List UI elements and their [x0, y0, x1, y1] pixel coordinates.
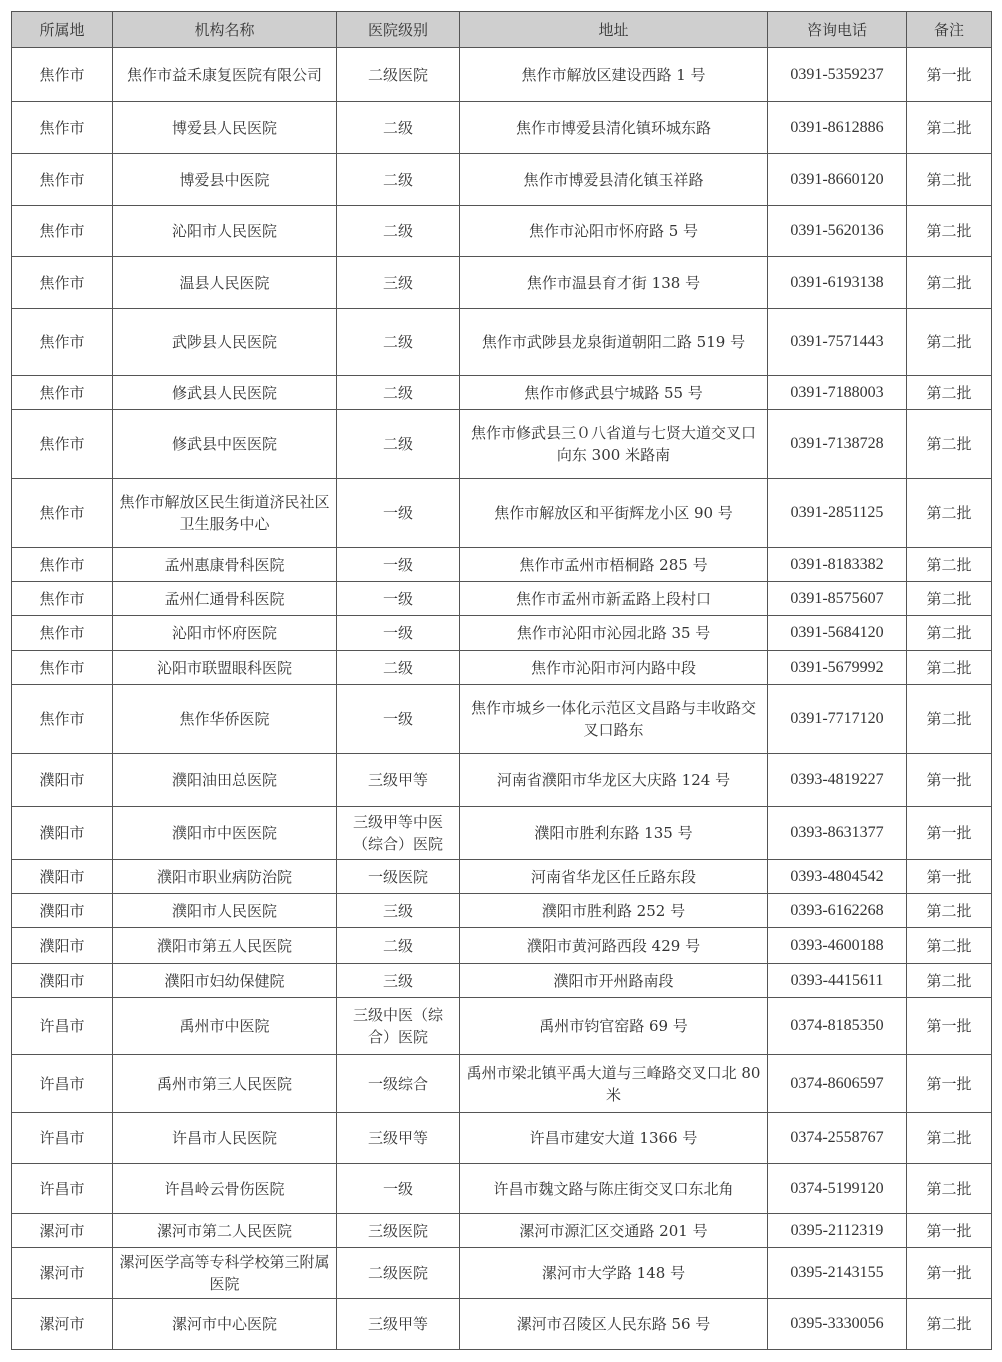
address-cell: 焦作市解放区和平街辉龙小区 90 号	[460, 479, 768, 548]
table-row	[12, 964, 992, 998]
phone-cell: 0391-5359237	[768, 48, 907, 102]
address-cell: 焦作市城乡一体化示范区文昌路与丰收路交叉口路东	[460, 685, 768, 754]
phone-cell: 0393-4415611	[768, 964, 907, 998]
phone-cell: 0391-5679992	[768, 651, 907, 685]
level-cell: 二级	[337, 410, 460, 479]
address-cell: 河南省濮阳市华龙区大庆路 124 号	[460, 754, 768, 807]
region-cell: 濮阳市	[12, 894, 113, 928]
header-note: 备注	[907, 12, 992, 48]
institution-cell: 沁阳市怀府医院	[113, 616, 337, 651]
phone-cell: 0393-4600188	[768, 928, 907, 964]
note-cell: 第二批	[907, 376, 992, 410]
level-cell: 三级甲等	[337, 754, 460, 807]
address-cell: 焦作市博爱县清化镇环城东路	[460, 102, 768, 154]
phone-cell: 0393-6162268	[768, 894, 907, 928]
level-cell: 二级	[337, 928, 460, 964]
note-cell: 第一批	[907, 860, 992, 894]
institution-cell: 温县人民医院	[113, 257, 337, 309]
note-cell: 第一批	[907, 48, 992, 102]
note-cell: 第二批	[907, 479, 992, 548]
region-cell: 焦作市	[12, 102, 113, 154]
address-cell: 焦作市武陟县龙泉街道朝阳二路 519 号	[460, 309, 768, 376]
institution-cell: 许昌市人民医院	[113, 1113, 337, 1164]
table-row	[12, 1164, 992, 1214]
address-cell: 焦作市修武县三０八省道与七贤大道交叉口向东 300 米路南	[460, 410, 768, 479]
level-cell: 二级	[337, 309, 460, 376]
region-cell: 许昌市	[12, 1055, 113, 1113]
address-cell: 许昌市建安大道 1366 号	[460, 1113, 768, 1164]
institution-cell: 濮阳市中医医院	[113, 807, 337, 860]
table-row	[12, 102, 992, 154]
table-row	[12, 1113, 992, 1164]
institution-cell: 禹州市中医院	[113, 998, 337, 1055]
note-cell: 第二批	[907, 582, 992, 616]
region-cell: 焦作市	[12, 376, 113, 410]
table-row	[12, 154, 992, 206]
hospital-table	[11, 11, 992, 1350]
table-row	[12, 257, 992, 309]
table-row	[12, 309, 992, 376]
institution-cell: 漯河医学高等专科学校第三附属医院	[113, 1248, 337, 1299]
phone-cell: 0374-2558767	[768, 1113, 907, 1164]
level-cell: 二级	[337, 376, 460, 410]
region-cell: 许昌市	[12, 1113, 113, 1164]
table-row	[12, 1214, 992, 1248]
level-cell: 一级	[337, 582, 460, 616]
table-row	[12, 998, 992, 1055]
phone-cell: 0374-8606597	[768, 1055, 907, 1113]
table-row	[12, 1055, 992, 1113]
level-cell: 三级医院	[337, 1214, 460, 1248]
table-row	[12, 754, 992, 807]
region-cell: 濮阳市	[12, 754, 113, 807]
note-cell: 第二批	[907, 651, 992, 685]
table-row	[12, 376, 992, 410]
address-cell: 焦作市沁阳市怀府路 5 号	[460, 206, 768, 257]
note-cell: 第一批	[907, 1055, 992, 1113]
address-cell: 焦作市沁阳市沁园北路 35 号	[460, 616, 768, 651]
note-cell: 第二批	[907, 894, 992, 928]
address-cell: 焦作市沁阳市河内路中段	[460, 651, 768, 685]
table-row	[12, 1248, 992, 1299]
table-row	[12, 582, 992, 616]
note-cell: 第二批	[907, 964, 992, 998]
phone-cell: 0391-7138728	[768, 410, 907, 479]
institution-cell: 孟州惠康骨科医院	[113, 548, 337, 582]
region-cell: 焦作市	[12, 651, 113, 685]
institution-cell: 武陟县人民医院	[113, 309, 337, 376]
phone-cell: 0374-8185350	[768, 998, 907, 1055]
institution-cell: 博爱县人民医院	[113, 102, 337, 154]
institution-cell: 沁阳市联盟眼科医院	[113, 651, 337, 685]
header-level: 医院级别	[337, 12, 460, 48]
level-cell: 二级	[337, 154, 460, 206]
phone-cell: 0393-4819227	[768, 754, 907, 807]
region-cell: 焦作市	[12, 616, 113, 651]
institution-cell: 孟州仁通骨科医院	[113, 582, 337, 616]
phone-cell: 0391-5684120	[768, 616, 907, 651]
institution-cell: 濮阳油田总医院	[113, 754, 337, 807]
institution-cell: 禹州市第三人民医院	[113, 1055, 337, 1113]
institution-cell: 漯河市中心医院	[113, 1299, 337, 1350]
institution-cell: 焦作华侨医院	[113, 685, 337, 754]
region-cell: 漯河市	[12, 1214, 113, 1248]
level-cell: 二级	[337, 206, 460, 257]
note-cell: 第二批	[907, 1299, 992, 1350]
header-institution: 机构名称	[113, 12, 337, 48]
level-cell: 二级医院	[337, 48, 460, 102]
table-row	[12, 651, 992, 685]
institution-cell: 濮阳市妇幼保健院	[113, 964, 337, 998]
level-cell: 三级	[337, 964, 460, 998]
table-row	[12, 894, 992, 928]
phone-cell: 0391-7717120	[768, 685, 907, 754]
note-cell: 第二批	[907, 102, 992, 154]
table-row	[12, 479, 992, 548]
level-cell: 一级	[337, 548, 460, 582]
level-cell: 一级综合	[337, 1055, 460, 1113]
region-cell: 许昌市	[12, 998, 113, 1055]
phone-cell: 0374-5199120	[768, 1164, 907, 1214]
hospital-list-sheet	[11, 11, 991, 1350]
region-cell: 濮阳市	[12, 964, 113, 998]
address-cell: 禹州市钧官窑路 69 号	[460, 998, 768, 1055]
level-cell: 三级甲等中医（综合）医院	[337, 807, 460, 860]
phone-cell: 0395-2112319	[768, 1214, 907, 1248]
region-cell: 濮阳市	[12, 807, 113, 860]
level-cell: 三级	[337, 894, 460, 928]
phone-cell: 0391-7571443	[768, 309, 907, 376]
address-cell: 焦作市修武县宁城路 55 号	[460, 376, 768, 410]
level-cell: 二级	[337, 651, 460, 685]
note-cell: 第二批	[907, 928, 992, 964]
table-row	[12, 410, 992, 479]
note-cell: 第一批	[907, 754, 992, 807]
region-cell: 濮阳市	[12, 928, 113, 964]
level-cell: 一级	[337, 479, 460, 548]
institution-cell: 修武县人民医院	[113, 376, 337, 410]
note-cell: 第二批	[907, 1164, 992, 1214]
region-cell: 焦作市	[12, 410, 113, 479]
institution-cell: 许昌岭云骨伤医院	[113, 1164, 337, 1214]
region-cell: 焦作市	[12, 309, 113, 376]
phone-cell: 0391-7188003	[768, 376, 907, 410]
region-cell: 濮阳市	[12, 860, 113, 894]
address-cell: 漯河市源汇区交通路 201 号	[460, 1214, 768, 1248]
note-cell: 第一批	[907, 998, 992, 1055]
region-cell: 焦作市	[12, 548, 113, 582]
table-row	[12, 685, 992, 754]
phone-cell: 0391-8183382	[768, 548, 907, 582]
address-cell: 濮阳市开州路南段	[460, 964, 768, 998]
table-row	[12, 206, 992, 257]
institution-cell: 焦作市解放区民生街道济民社区卫生服务中心	[113, 479, 337, 548]
level-cell: 一级	[337, 616, 460, 651]
address-cell: 漯河市召陵区人民东路 56 号	[460, 1299, 768, 1350]
phone-cell: 0393-4804542	[768, 860, 907, 894]
region-cell: 焦作市	[12, 582, 113, 616]
note-cell: 第二批	[907, 410, 992, 479]
phone-cell: 0395-3330056	[768, 1299, 907, 1350]
phone-cell: 0391-2851125	[768, 479, 907, 548]
address-cell: 许昌市魏文路与陈庄街交叉口东北角	[460, 1164, 768, 1214]
region-cell: 焦作市	[12, 206, 113, 257]
note-cell: 第二批	[907, 257, 992, 309]
address-cell: 焦作市温县育才街 138 号	[460, 257, 768, 309]
note-cell: 第二批	[907, 309, 992, 376]
level-cell: 三级甲等	[337, 1299, 460, 1350]
level-cell: 三级甲等	[337, 1113, 460, 1164]
table-row	[12, 860, 992, 894]
phone-cell: 0395-2143155	[768, 1248, 907, 1299]
table-row	[12, 616, 992, 651]
table-row	[12, 548, 992, 582]
header-phone: 咨询电话	[768, 12, 907, 48]
region-cell: 焦作市	[12, 479, 113, 548]
note-cell: 第二批	[907, 616, 992, 651]
phone-cell: 0391-5620136	[768, 206, 907, 257]
institution-cell: 焦作市益禾康复医院有限公司	[113, 48, 337, 102]
note-cell: 第二批	[907, 154, 992, 206]
address-cell: 禹州市梁北镇平禹大道与三峰路交叉口北 80 米	[460, 1055, 768, 1113]
level-cell: 一级	[337, 1164, 460, 1214]
header-region: 所属地	[12, 12, 113, 48]
address-cell: 濮阳市黄河路西段 429 号	[460, 928, 768, 964]
region-cell: 漯河市	[12, 1248, 113, 1299]
phone-cell: 0391-8575607	[768, 582, 907, 616]
institution-cell: 沁阳市人民医院	[113, 206, 337, 257]
note-cell: 第二批	[907, 1113, 992, 1164]
institution-cell: 博爱县中医院	[113, 154, 337, 206]
institution-cell: 濮阳市人民医院	[113, 894, 337, 928]
address-cell: 河南省华龙区任丘路东段	[460, 860, 768, 894]
address-cell: 濮阳市胜利路 252 号	[460, 894, 768, 928]
address-cell: 漯河市大学路 148 号	[460, 1248, 768, 1299]
region-cell: 焦作市	[12, 685, 113, 754]
address-cell: 焦作市孟州市新孟路上段村口	[460, 582, 768, 616]
table-body	[12, 48, 992, 1350]
note-cell: 第一批	[907, 1214, 992, 1248]
address-cell: 焦作市孟州市梧桐路 285 号	[460, 548, 768, 582]
level-cell: 一级	[337, 685, 460, 754]
level-cell: 一级医院	[337, 860, 460, 894]
phone-cell: 0393-8631377	[768, 807, 907, 860]
header-address: 地址	[460, 12, 768, 48]
level-cell: 三级	[337, 257, 460, 309]
address-cell: 濮阳市胜利东路 135 号	[460, 807, 768, 860]
note-cell: 第二批	[907, 685, 992, 754]
table-row	[12, 1299, 992, 1350]
table-header-row	[12, 12, 992, 48]
institution-cell: 濮阳市第五人民医院	[113, 928, 337, 964]
table-row	[12, 48, 992, 102]
region-cell: 漯河市	[12, 1299, 113, 1350]
region-cell: 焦作市	[12, 48, 113, 102]
phone-cell: 0391-6193138	[768, 257, 907, 309]
level-cell: 三级中医（综合）医院	[337, 998, 460, 1055]
phone-cell: 0391-8660120	[768, 154, 907, 206]
phone-cell: 0391-8612886	[768, 102, 907, 154]
region-cell: 焦作市	[12, 257, 113, 309]
address-cell: 焦作市博爱县清化镇玉祥路	[460, 154, 768, 206]
region-cell: 焦作市	[12, 154, 113, 206]
note-cell: 第二批	[907, 206, 992, 257]
institution-cell: 濮阳市职业病防治院	[113, 860, 337, 894]
institution-cell: 修武县中医医院	[113, 410, 337, 479]
note-cell: 第二批	[907, 548, 992, 582]
note-cell: 第一批	[907, 807, 992, 860]
address-cell: 焦作市解放区建设西路 1 号	[460, 48, 768, 102]
level-cell: 二级	[337, 102, 460, 154]
level-cell: 二级医院	[337, 1248, 460, 1299]
table-row	[12, 928, 992, 964]
institution-cell: 漯河市第二人民医院	[113, 1214, 337, 1248]
region-cell: 许昌市	[12, 1164, 113, 1214]
note-cell: 第一批	[907, 1248, 992, 1299]
table-row	[12, 807, 992, 860]
